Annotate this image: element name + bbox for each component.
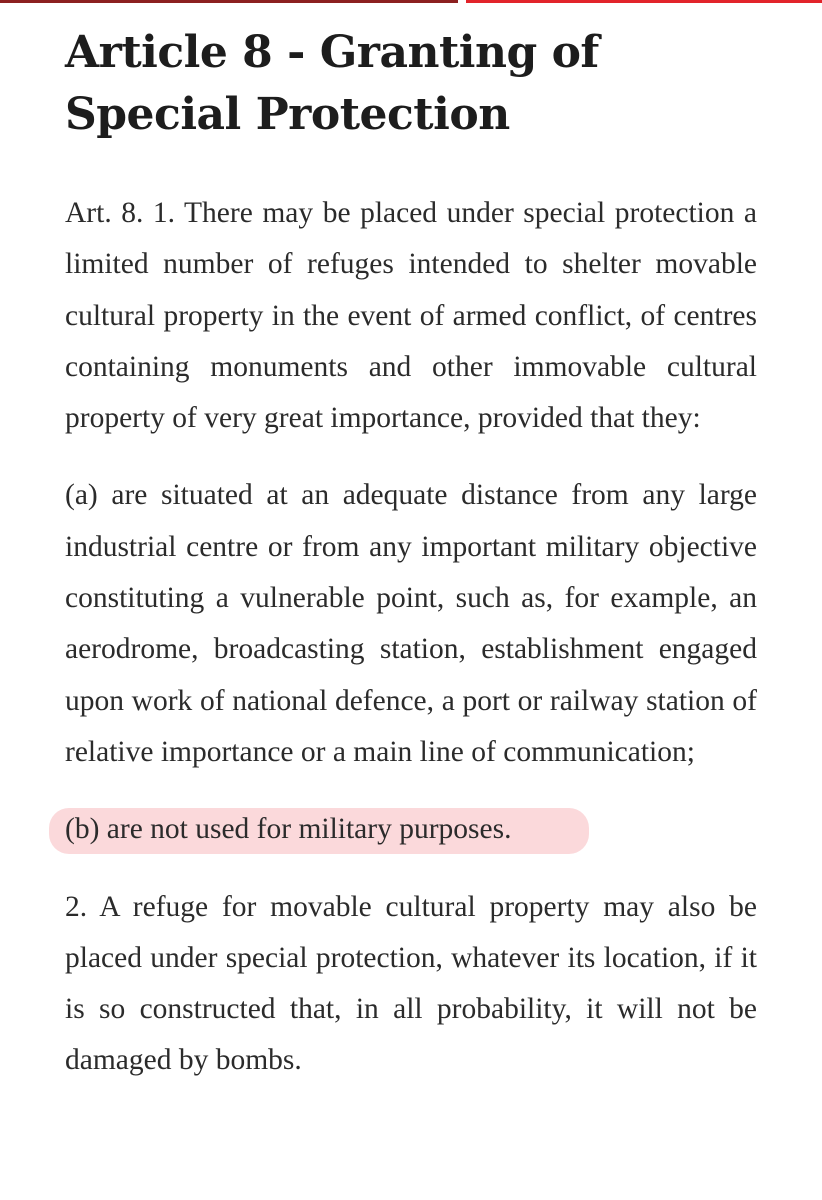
article-body (65, 22, 757, 1087)
paragraph-clause-a: (a) are situated at an adequate distance from any large industrial centre or from any important military objective constituting a vulnerable point, such as, for example, an aerodrome, broadcasting station, establishment engaged upon work of national defence, a port or railway station of relative importance or a main line of communication; (65, 479, 757, 768)
paragraph-clause-b (65, 804, 757, 855)
highlighted-text[interactable]: (b) are not used for military purposes. (65, 813, 512, 846)
progress-segment-accent (466, 0, 822, 3)
paragraph-art-8-1: Art. 8. 1. There may be placed under special protection a limited number of refuges intended to shelter movable cultural property in the event of armed conflict, of centres containing monuments and other immovable cultural property of very great importance, provided that they: (65, 197, 757, 435)
paragraph-art-8-2: 2. A refuge for movable cultural property may also be placed under special protection, whatever its location, if it is so constructed that, in all probability, it will not be damaged by bombs. (65, 890, 757, 1077)
article-title: Article 8 - Granting of Special Protection (65, 27, 599, 140)
progress-segment-read (0, 0, 458, 3)
reading-progress-bar (0, 0, 822, 3)
progress-segment-gap (458, 0, 466, 3)
